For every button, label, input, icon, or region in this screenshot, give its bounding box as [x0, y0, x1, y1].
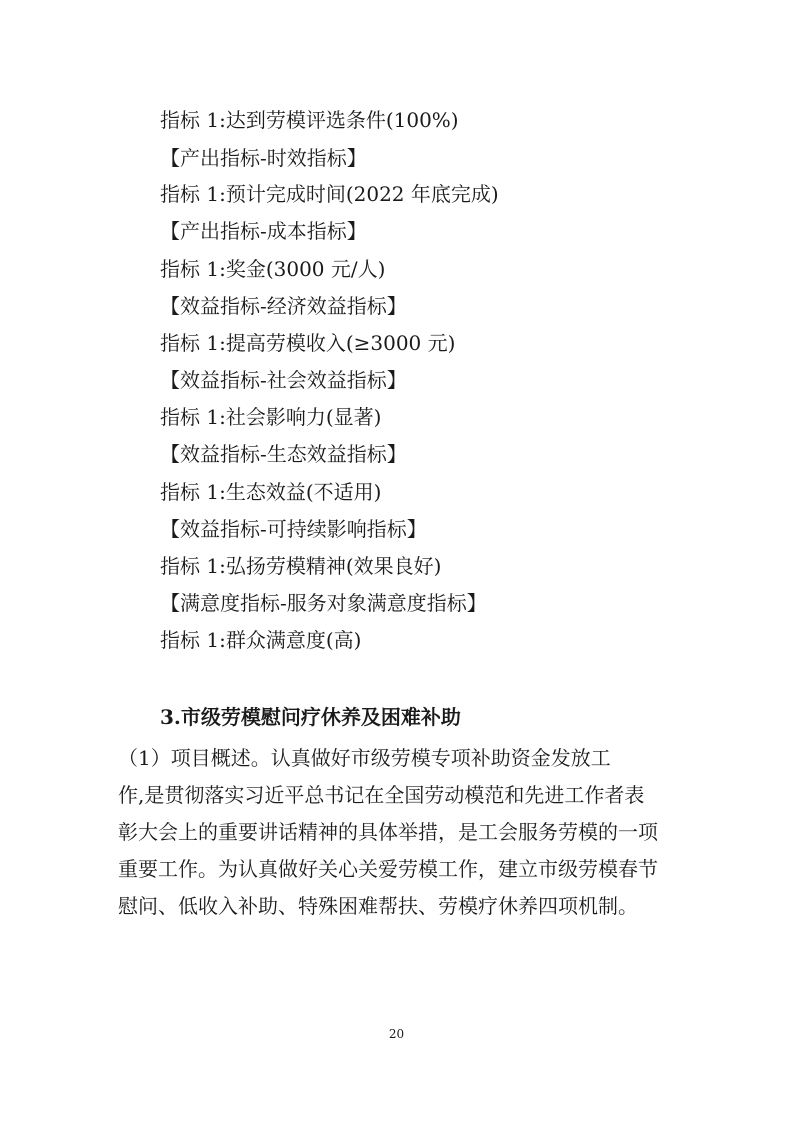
indicator-category: 【产出指标-时效指标】 — [160, 146, 367, 170]
indicator-category: 【满意度指标-服务对象满意度指标】 — [160, 591, 487, 615]
paragraph-line: 彰大会上的重要讲话精神的具体举措，是工会服务劳模的一项 — [118, 820, 658, 844]
indicator-line: 指标 1:群众满意度(高) — [160, 628, 362, 652]
section-heading: 3.市级劳模慰问疗休养及困难补助 — [160, 705, 461, 729]
indicator-category: 【效益指标-经济效益指标】 — [160, 294, 407, 318]
paragraph-line: （1）项目概述。认真做好市级劳模专项补助资金发放工 — [118, 746, 611, 770]
project-overview-paragraph — [118, 740, 692, 925]
paragraph-line: 重要工作。为认真做好关心关爱劳模工作，建立市级劳模春节 — [118, 857, 658, 881]
paragraph-line: 作,是贯彻落实习近平总书记在全国劳动模范和先进工作者表 — [118, 783, 645, 807]
indicator-line: 指标 1:社会影响力(显著) — [160, 405, 382, 429]
indicator-line: 指标 1:预计完成时间(2022 年底完成) — [160, 182, 499, 206]
indicator-line: 指标 1:生态效益(不适用) — [160, 480, 382, 504]
indicator-category: 【效益指标-可持续影响指标】 — [160, 517, 427, 541]
indicator-category: 【效益指标-生态效益指标】 — [160, 442, 407, 466]
paragraph-line: 慰问、低收入补助、特殊困难帮扶、劳模疗休养四项机制。 — [118, 894, 638, 918]
indicator-line: 指标 1:奖金(3000 元/人) — [160, 257, 386, 281]
indicator-line: 指标 1:达到劳模评选条件(100%) — [160, 108, 459, 132]
indicator-line: 指标 1:弘扬劳模精神(效果良好) — [160, 554, 442, 578]
page-number: 20 — [388, 1027, 405, 1041]
indicator-line: 指标 1:提高劳模收入(≥3000 元) — [160, 331, 456, 355]
indicator-category: 【产出指标-成本指标】 — [160, 219, 367, 243]
indicator-category: 【效益指标-社会效益指标】 — [160, 368, 407, 392]
